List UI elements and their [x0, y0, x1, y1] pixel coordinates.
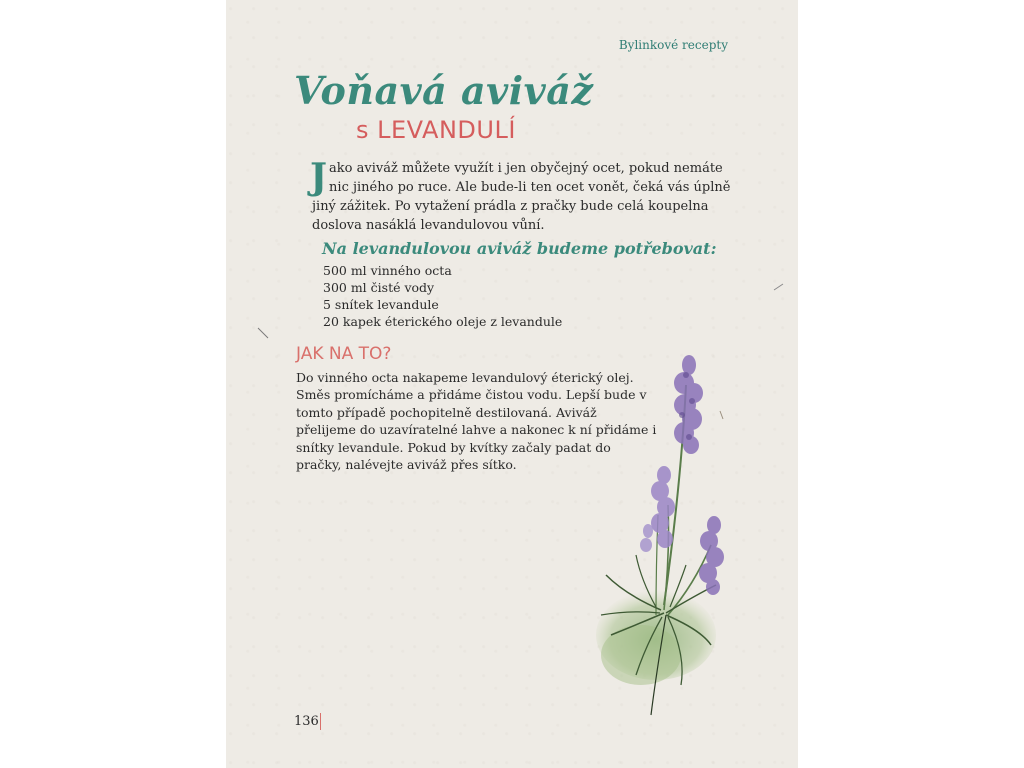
- page-speck: [256, 326, 270, 340]
- ingredient-item: 500 ml vinného octa: [323, 263, 452, 278]
- recipe-title: Voňavá aviváž: [294, 68, 594, 113]
- page-number: 136: [294, 714, 319, 729]
- howto-heading: JAK NA TO?: [296, 344, 392, 364]
- drop-cap: J: [310, 156, 328, 198]
- intro-paragraph: [310, 156, 732, 235]
- book-page: [226, 0, 798, 768]
- howto-paragraph: Do vinného octa nakapeme levandulový éterický olej. Směs promícháme a přidáme čistou vodu. Lepší bude v tomto případě pochopitelně destilovaná. Aviváž přelijeme do uzavíratelné lahve a nakonec k ní přidáme i snítky levandule. Pokud by kvítky začaly padat do pračky, nalévejte aviváž přes sítko.: [296, 370, 657, 473]
- running-head: Bylinkové recepty: [618, 38, 728, 52]
- page-number-divider: [320, 713, 321, 730]
- ingredients-heading: Na levandulovou aviváž budeme potřebovat:: [322, 239, 717, 258]
- recipe-subtitle: s LEVANDULÍ: [356, 116, 516, 144]
- ingredients-list: [323, 262, 562, 330]
- ingredient-item: 20 kapek éterického oleje z levandule: [323, 314, 563, 329]
- page-speck: [773, 282, 785, 292]
- lavender-illustration: [586, 345, 776, 725]
- ingredient-item: 300 ml čisté vody: [323, 280, 435, 295]
- intro-text: ako aviváž můžete využít i jen obyčejný ocet, pokud nemáte nic jiného po ruce. Ale bude-li ten ocet vonět, čeká vás úplně jiný zážitek. Po vytažení prádla z pračky bude celá koupelna doslova nasáklá levandulovou vůní.: [312, 161, 731, 233]
- ingredient-item: 5 snítek levandule: [323, 297, 439, 312]
